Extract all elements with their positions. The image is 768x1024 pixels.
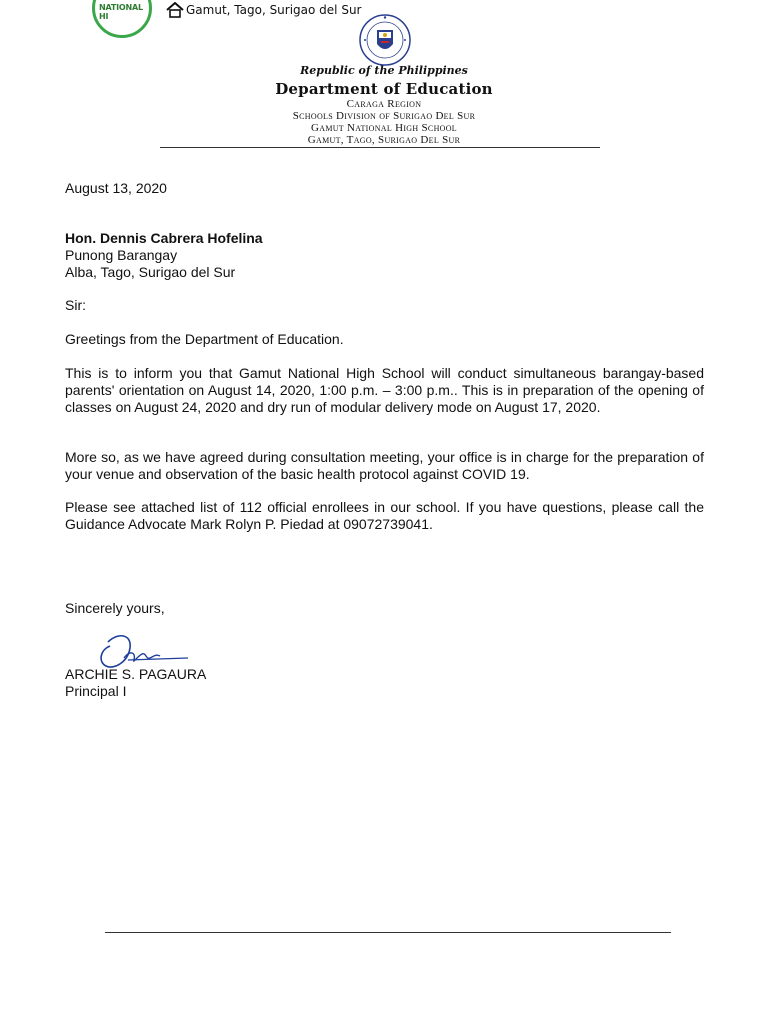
recipient-address: Alba, Tago, Surigao del Sur (65, 264, 236, 280)
salutation: Sir: (65, 297, 86, 313)
recipient-title: Punong Barangay (65, 247, 178, 263)
republic-heading: Republic of the Philippines (300, 64, 468, 77)
house-icon (165, 2, 185, 18)
closing: Sincerely yours, (65, 600, 165, 616)
school-address-line: Gamut, Tago, Surigao Del Sur (307, 134, 461, 146)
paragraph-enrollees: Please see attached list of 112 official enrollees in our school. If you have questions, please call the Guidance Advocate Mark Rolyn P. Piedad at 09072739041. (65, 499, 704, 532)
top-address-fragment: Gamut, Tago, Surigao del Sur (186, 3, 362, 17)
school-seal-text: NATIONAL HI (99, 3, 143, 21)
paragraph-orientation: This is to inform you that Gamut National High School will conduct simultaneous barangay-based parents' orientation on August 14, 2020, 1:00 p.m. – 3:00 p.m.. This is in preparation of the opening of classes on August 24, 2020 and dry run of modular delivery mode on August 17, 2020. (65, 365, 704, 415)
recipient-name: Hon. Dennis Cabrera Hofelina (65, 230, 263, 246)
paragraph-venue: More so, as we have agreed during consultation meeting, your office is in charge for the preparation of your venue and observation of the basic health protocol against COVID 19. (65, 449, 704, 482)
header-divider (160, 147, 600, 148)
signatory-position: Principal I (65, 683, 127, 699)
paragraph-greeting: Greetings from the Department of Education. (65, 331, 344, 347)
region-line: Caraga Region (346, 98, 422, 110)
footer-divider (105, 932, 671, 933)
letter-date: August 13, 2020 (65, 180, 167, 196)
division-line: Schools Division of Surigao Del Sur (292, 110, 476, 122)
signatory-name: ARCHIE S. PAGAURA (65, 666, 207, 682)
department-heading: Department of Education (275, 80, 493, 98)
deped-seal-logo (359, 14, 411, 66)
school-line: Gamut National High School (311, 122, 457, 134)
school-seal-fragment (92, 0, 152, 38)
